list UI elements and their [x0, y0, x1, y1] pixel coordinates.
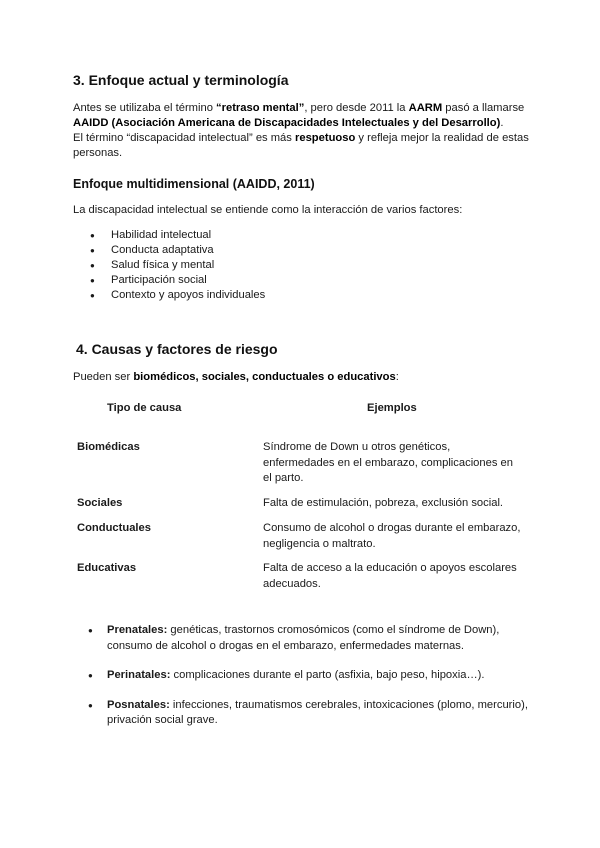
table-cell-cause: Educativas: [77, 562, 137, 574]
intro-text-2: , pero desde 2011 la: [304, 102, 409, 114]
stages-list: [88, 623, 538, 743]
stage-label: Perinatales:: [107, 669, 171, 681]
list-item: ● Habilidad intelectual: [90, 228, 490, 243]
section-3-intro: [73, 101, 543, 161]
factors-intro: La discapacidad intelectual se entiende como la interacción de varios factores:: [73, 204, 463, 216]
causes-intro-end: :: [395, 371, 399, 383]
multidimensional-subtitle: Enfoque multidimensional (AAIDD, 2011): [73, 177, 315, 191]
list-item: ● Contexto y apoyos individuales: [90, 288, 490, 303]
intro-text-6: y refleja mejor la realidad de estas personas.: [73, 132, 529, 159]
stage-label: Prenatales:: [107, 624, 168, 636]
section-4-title: 4. Causas y factores de riesgo: [76, 341, 278, 357]
table-cell-example: Síndrome de Down u otros genéticos, enfermedades en el embarazo, complicaciones en el parto.: [263, 441, 513, 484]
causes-intro-bold: biomédicos, sociales, conductuales o educativos: [133, 371, 396, 383]
section-3-title: 3. Enfoque actual y terminología: [73, 72, 289, 88]
table-cell-example: Falta de acceso a la educación o apoyos escolares adecuados.: [263, 562, 517, 590]
list-item: [88, 668, 538, 684]
stage-text: infecciones, traumatismos cerebrales, intoxicaciones (plomo, mercurio), privación social grave.: [107, 698, 528, 726]
causes-intro-text: Pueden ser: [73, 371, 134, 383]
section-4-intro: [73, 370, 543, 385]
table-cell-cause: Conductuales: [77, 522, 151, 534]
list-item: ● Conducta adaptativa: [90, 243, 490, 258]
intro-text-3: pasó a llamarse: [442, 102, 525, 114]
list-item: [88, 623, 538, 654]
table-cell-example: Consumo de alcohol o drogas durante el embarazo, negligencia o maltrato.: [263, 522, 521, 550]
stage-text: complicaciones durante el parto (asfixia, bajo peso, hipoxia…).: [170, 669, 485, 681]
stage-text: genéticas, trastornos cromosómicos (como el síndrome de Down), consumo de alcohol o drogas en el embarazo, enfermedades maternas.: [107, 624, 500, 652]
intro-bold-aaidd: AAIDD (Asociación Americana de Discapacidades Intelectuales y del Desarrollo): [73, 117, 501, 129]
intro-bold-retraso: “retraso mental”: [216, 102, 305, 114]
factors-list: [90, 228, 490, 303]
list-item: [88, 698, 538, 729]
list-item: ● Salud física y mental: [90, 258, 490, 273]
stage-label: Posnatales:: [107, 698, 170, 711]
table-cell-cause: Biomédicas: [77, 441, 140, 453]
list-item: ● Participación social: [90, 273, 490, 288]
intro-bold-respetuoso: respetuoso: [295, 132, 356, 144]
table-header-examples: Ejemplos: [367, 402, 417, 414]
table-cell-cause: Sociales: [77, 497, 123, 509]
intro-text-1: Antes se utilizaba el término: [73, 102, 217, 114]
intro-text-4: .: [500, 117, 504, 129]
intro-text-5: El término “discapacidad intelectual” es más: [73, 132, 295, 144]
table-header-cause: Tipo de causa: [107, 402, 182, 414]
intro-bold-aarm: AARM: [408, 102, 443, 114]
table-cell-example: Falta de estimulación, pobreza, exclusión social.: [263, 497, 504, 509]
